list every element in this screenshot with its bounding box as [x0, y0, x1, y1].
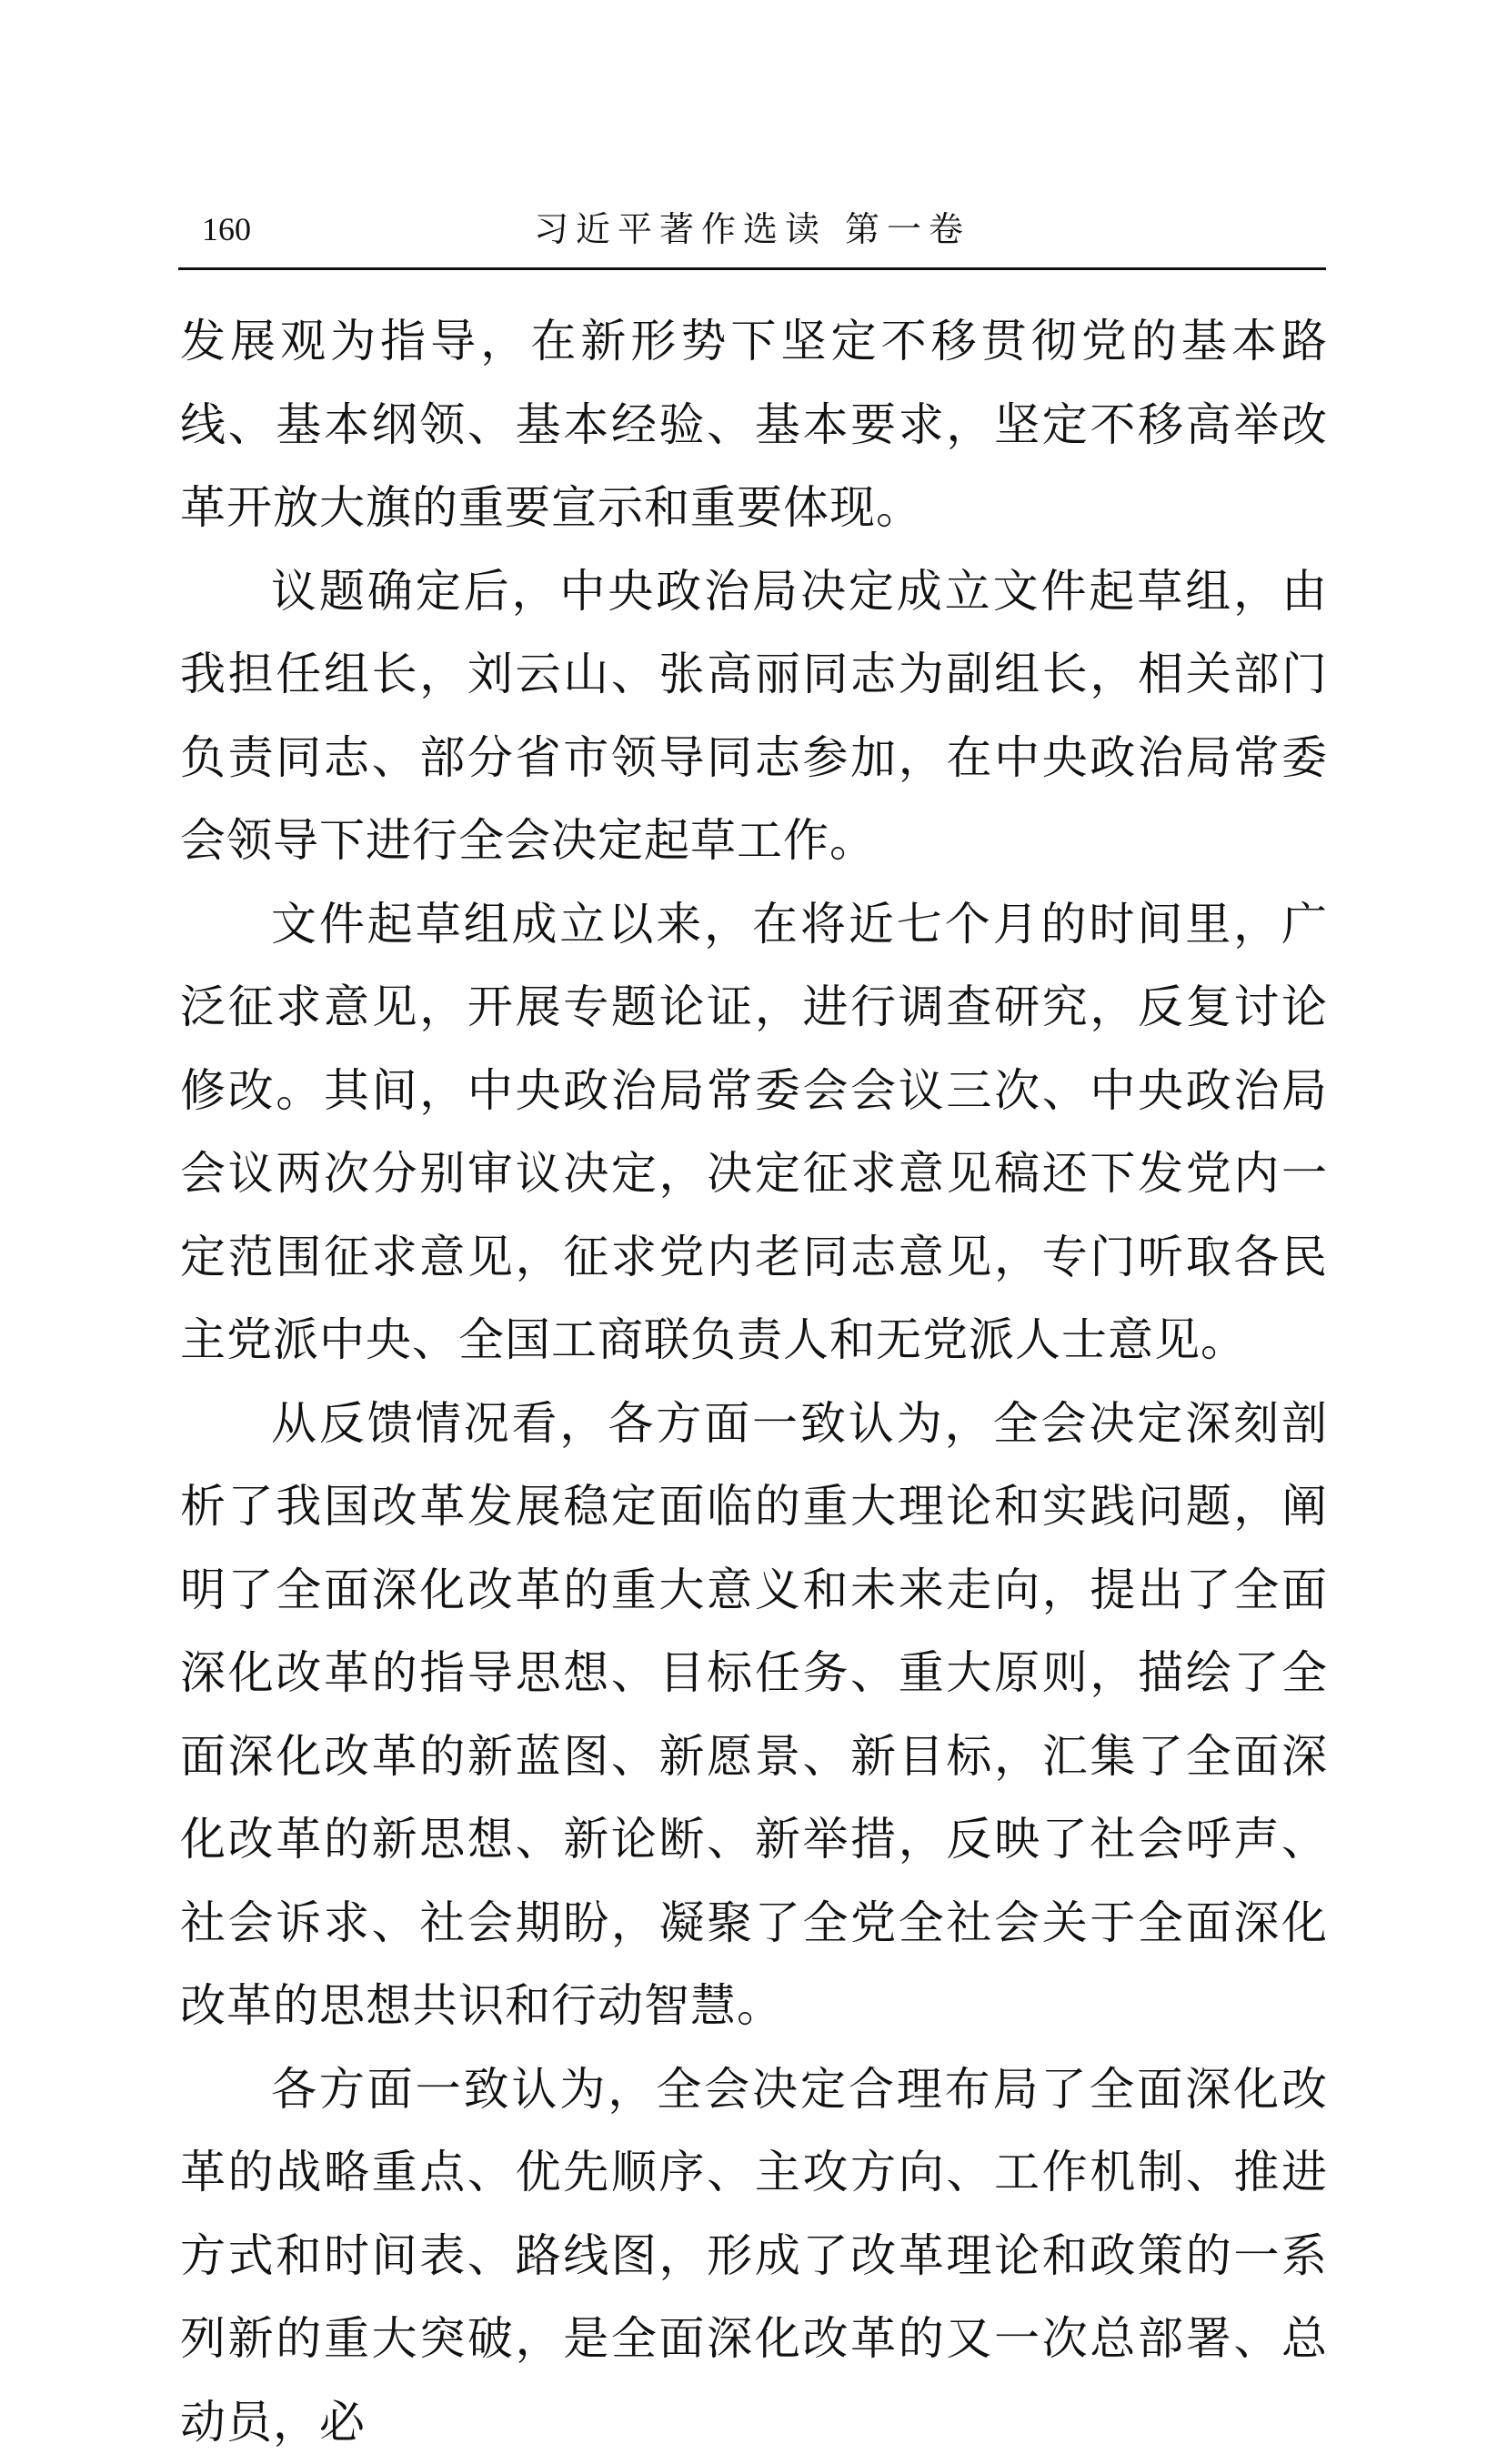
paragraph-5: 各方面一致认为，全会决定合理布局了全面深化改革的战略重点、优先顺序、主攻方向、工作机制、推进方式和时间表、路线图，形成了改革理论和政策的一系列新的重大突破，是全面深化改革的又一次总部署、总动员，必	[180, 2048, 1328, 2464]
paragraph-2: 议题确定后，中央政治局决定成立文件起草组，由我担任组长，刘云山、张高丽同志为副组长，相关部门负责同志、部分省市领导同志参加，在中央政治局常委会领导下进行全会决定起草工作。	[180, 550, 1328, 883]
body-text	[180, 300, 1328, 2464]
header-rule	[178, 267, 1326, 270]
paragraph-3: 文件起草组成立以来，在将近七个月的时间里，广泛征求意见，开展专题论证，进行调查研究，反复讨论修改。其间，中央政治局常委会会议三次、中央政治局会议两次分别审议决定，决定征求意见稿还下发党内一定范围征求意见，征求党内老同志意见，专门听取各民主党派中央、全国工商联负责人和无党派人士意见。	[180, 883, 1328, 1383]
page-header	[178, 202, 1326, 266]
running-title: 习近平著作选读 第一卷	[178, 209, 1326, 249]
page-number: 160	[202, 211, 251, 247]
paragraph-1: 发展观为指导，在新形势下坚定不移贯彻党的基本路线、基本纲领、基本经验、基本要求，坚定不移高举改革开放大旗的重要宣示和重要体现。	[180, 300, 1328, 550]
paragraph-4: 从反馈情况看，各方面一致认为，全会决定深刻剖析了我国改革发展稳定面临的重大理论和实践问题，阐明了全面深化改革的重大意义和未来走向，提出了全面深化改革的指导思想、目标任务、重大原则，描绘了全面深化改革的新蓝图、新愿景、新目标，汇集了全面深化改革的新思想、新论断、新举措，反映了社会呼声、社会诉求、社会期盼，凝聚了全党全社会关于全面深化改革的思想共识和行动智慧。	[180, 1383, 1328, 2048]
